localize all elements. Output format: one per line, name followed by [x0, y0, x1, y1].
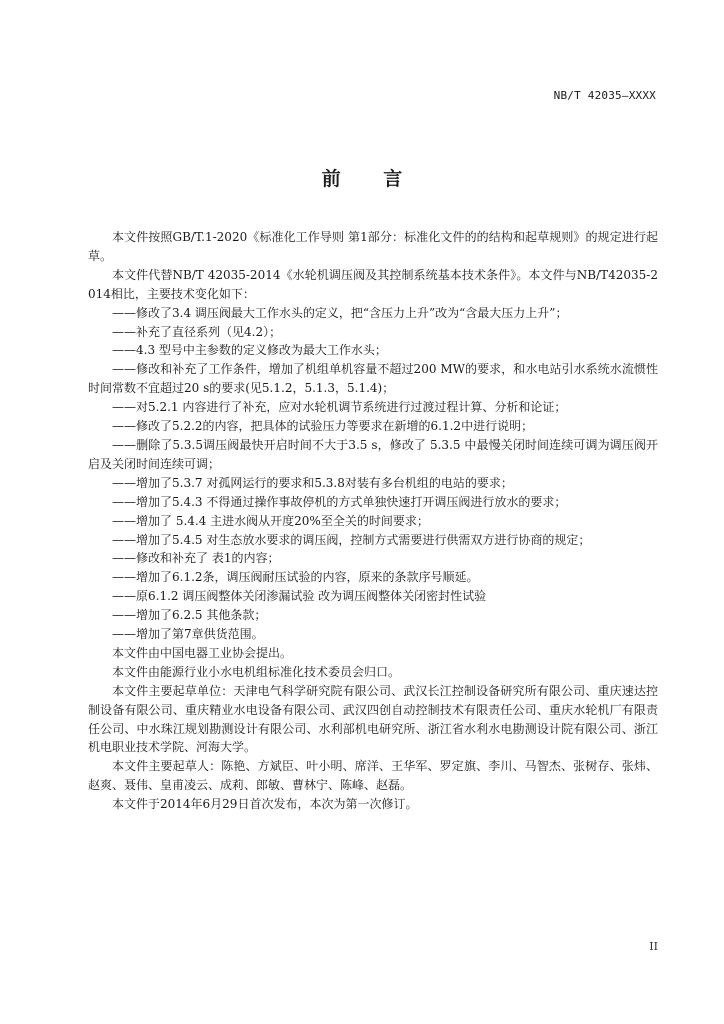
change-item: ——增加了第7章供货范围。 — [112, 627, 264, 642]
change-item: ——删除了5.3.5调压阀最快开启时间不大于3.5 s，修改了 5.3.5 中最慢关闭时间连续可调为调压阀开启及关闭时间连续可调； — [88, 437, 658, 471]
paragraph: 本文件按照GB/T.1-2020《标准化工作导则 第1部分：标准化文件的的结构和起草规则》的规定进行起草。 — [88, 230, 658, 263]
change-item: ——增加了5.4.3 不得通过操作事故停机的方式单独快速打开调压阀进行放水的要求； — [112, 494, 567, 509]
paragraph: 本文件代替NB/T 42035-2014《水轮机调压阀及其控制系统基本技术条件》。本文件与NB/T42035-2014相比，主要技术变化如下： — [88, 267, 658, 301]
change-item: ——原6.1.2 调压阀整体关闭渗漏试验 改为调压阀整体关闭密封性试验 — [112, 589, 487, 604]
page-number: II — [649, 940, 658, 953]
paragraph: 本文件由中国电器工业协会提出。 — [112, 645, 293, 660]
change-item: ——增加了6.1.2条，调压阀耐压试验的内容，原来的条款序号顺延。 — [112, 570, 479, 585]
change-item: ——修改和补充了 表1的内容； — [112, 551, 280, 566]
change-item: ——修改了5.2.2的内容，把具体的试验压力等要求在新增的6.1.2中进行说明； — [112, 419, 534, 434]
paragraph: 本文件于2014年6月29日首次发布，本次为第一次修订。 — [112, 797, 418, 812]
standard-code: NB/T 42035—XXXX — [553, 89, 656, 102]
change-item: ——修改了3.4 调压阀最大工作水头的定义，把“含压力上升”改为“含最大压力上升”； — [112, 305, 568, 320]
change-item: ——4.3 型号中主参数的定义修改为最大工作水头； — [112, 343, 387, 358]
change-item: ——增加了5.3.7 对孤网运行的要求和5.3.8对装有多台机组的电站的要求； — [112, 475, 513, 490]
change-item: ——补充了直径系列（见4.2）； — [112, 324, 282, 339]
page-title: 前 言 — [321, 168, 421, 190]
change-item: ——增加了6.2.5 其他条款； — [112, 608, 267, 623]
paragraph: 本文件由能源行业小水电机组标准化技术委员会归口。 — [112, 664, 401, 679]
change-item: ——增加了5.4.5 对生态放水要求的调压阀，控制方式需要进行供需双方进行协商的规定； — [112, 532, 591, 547]
paragraph: 本文件主要起草人：陈艳、方斌臣、叶小明、席洋、王华军、罗定旗、李川、马智杰、张树存、张炜、赵爽、聂伟、皇甫凌云、成莉、郎敏、曹林宁、陈峰、赵磊。 — [88, 759, 658, 793]
paragraph: 本文件主要起草单位：天津电气科学研究院有限公司、武汉长江控制设备研究所有限公司、重庆速达控制设备有限公司、重庆精业水电设备有限公司、武汉四创自动控制技术有限责任公司、重庆水轮机厂有限责任公司、中水珠江规划勘测设计有限公司、水利部机电研究所、浙江省水利水电勘测设计院有限公司、浙江机电职业技术学院、河海大学。 — [88, 683, 658, 755]
change-item: ——对5.2.1 内容进行了补充，应对水轮机调节系统进行过渡过程计算、分析和论证； — [112, 400, 567, 415]
foreword-body — [88, 228, 658, 814]
change-item: ——修改和补充了工作条件，增加了机组单机容量不超过200 MW的要求，和水电站引水系统水流惯性时间常数不宜超过20 s的要求(见5.1.2，5.1.3，5.1.4)； — [88, 362, 658, 396]
change-item: ——增加了 5.4.4 主进水阀从开度20%至全关的时间要求； — [112, 513, 429, 528]
